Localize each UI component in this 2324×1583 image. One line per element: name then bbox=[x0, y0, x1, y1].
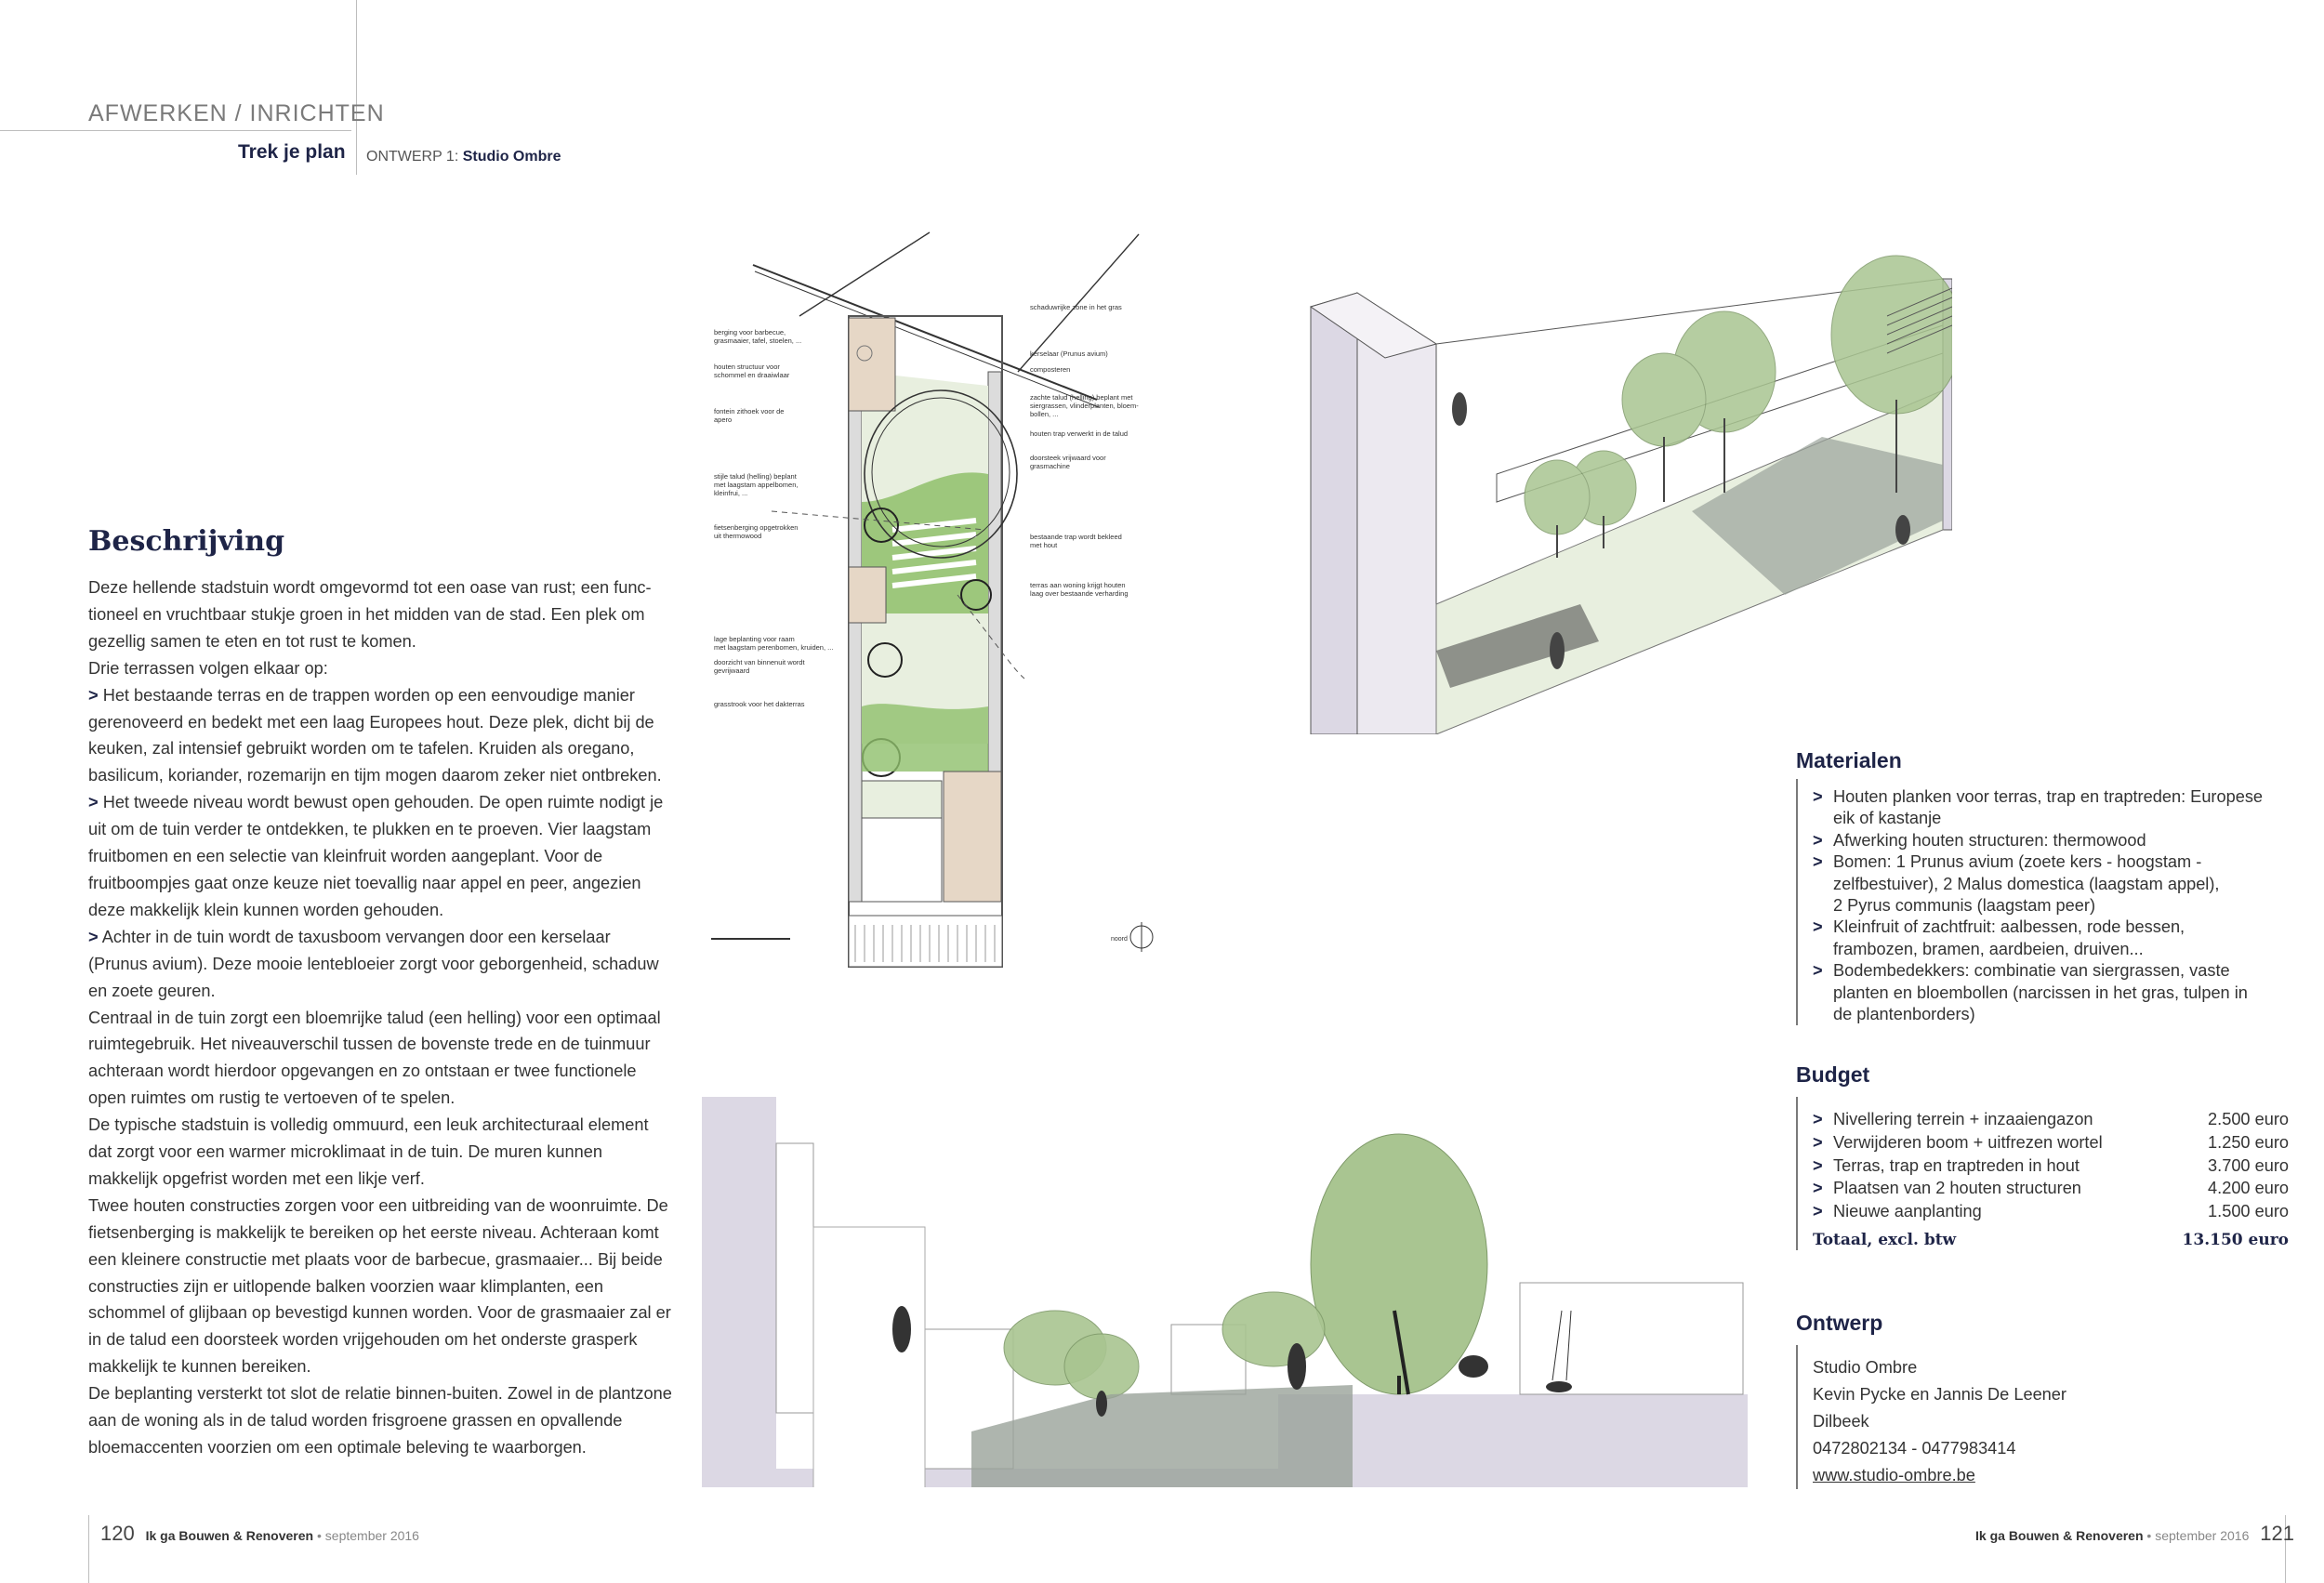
budget-row bbox=[1813, 1108, 2289, 1131]
article-subtitle: Trek je plan bbox=[238, 141, 346, 163]
budget-item-label: Plaatsen van 2 houten structuren bbox=[1833, 1179, 2081, 1198]
issue-date-right: september 2016 bbox=[2155, 1528, 2250, 1543]
header-divider bbox=[0, 130, 351, 131]
materials-item bbox=[1813, 917, 2296, 960]
materials-item-line: Kleinfruit of zachtfruit: aalbessen, rode bessen, bbox=[1833, 917, 2185, 937]
plan-label-right: zachte talud (helling) beplant met bbox=[1030, 393, 1133, 402]
header-divider-vertical bbox=[356, 0, 357, 175]
materials-item-line: Bomen: 1 Prunus avium (zoete kers - hoogstam - bbox=[1833, 852, 2202, 872]
axonometric-view bbox=[1301, 251, 1952, 734]
page-number-left: 120 bbox=[100, 1522, 135, 1545]
studio-name: Studio Ombre bbox=[1813, 1358, 1918, 1377]
publication-name-left: Ik ga Bouwen & Renoveren bbox=[145, 1528, 314, 1543]
project-name: Studio Ombre bbox=[462, 149, 561, 165]
description-text: De beplanting versterkt tot slot de relatie binnen-buiten. Zowel in de plantzone aan de woning als in de talud worden frisgroene grassen en opvallende bloemaccenten voorzien om een optimale beleving te waarborgen. bbox=[88, 1384, 672, 1457]
description-body bbox=[88, 574, 674, 1461]
budget-total-label: Totaal, excl. btw bbox=[1813, 1230, 1957, 1249]
description-paragraph bbox=[88, 924, 674, 1005]
plan-label-left: kleinfrui, ... bbox=[714, 489, 748, 497]
plan-label-left: met laagstam perenbomen, kruiden, ... bbox=[714, 643, 834, 652]
budget-title: Budget bbox=[1796, 1062, 1870, 1087]
bullet-arrow-icon: > bbox=[1813, 852, 1823, 872]
plan-label-right: terras aan woning krijgt houten bbox=[1030, 581, 1126, 589]
bullet-arrow-icon: > bbox=[1813, 1110, 1823, 1128]
description-paragraph bbox=[88, 682, 674, 790]
city: Dilbeek bbox=[1813, 1412, 1869, 1431]
plan-label-left: fontein zithoek voor de bbox=[714, 407, 785, 416]
plan-label-right: kerselaar (Prunus avium) bbox=[1030, 350, 1108, 358]
plan-label-right: schaduwrijke zone in het gras bbox=[1030, 303, 1122, 311]
materials-list bbox=[1813, 786, 2296, 1025]
plan-label-left: met laagstam appelbomen, bbox=[714, 481, 799, 489]
budget-rule bbox=[1796, 1097, 1798, 1250]
plan-label-right: grasmachine bbox=[1030, 462, 1070, 470]
plan-label-left: fietsenberging opgetrokken bbox=[714, 523, 799, 532]
plan-label-right: bestaande trap wordt bekleed bbox=[1030, 533, 1122, 541]
materials-item-line: de plantenborders) bbox=[1833, 1005, 1975, 1024]
description-text: Het tweede niveau wordt bewust open gehouden. De open ruimte nodigt je uit om de tuin verder te ontdekken, te plukken en te proeven. Vier laagstam fruitbomen en een selectie van kleinfruit worden aangeplant. Voor de fruitboompjes gaat onze keuze niet toevallig naar appel en peer, angezien deze makkelijk klein kunnen worden gehouden. bbox=[88, 793, 664, 919]
design-credit bbox=[1813, 1354, 2067, 1489]
plan-label-left: grasstrook voor het dakterras bbox=[714, 700, 805, 708]
materials-item-line: frambozen, bramen, aardbeien, druiven... bbox=[1833, 939, 2144, 958]
description-paragraph bbox=[88, 1005, 674, 1113]
materials-item bbox=[1813, 960, 2296, 1025]
bullet-arrow-icon: > bbox=[88, 685, 99, 705]
budget-item-label: Nieuwe aanplanting bbox=[1833, 1202, 1982, 1221]
section-title: AFWERKEN / INRICHTEN bbox=[88, 100, 385, 126]
footer-separator-right: • bbox=[2146, 1528, 2152, 1543]
description-paragraph bbox=[88, 1380, 674, 1461]
plan-label-left: gevrijwaard bbox=[714, 666, 750, 675]
materials-item-line: Houten planken voor terras, trap en traptreden: Europese bbox=[1833, 787, 2264, 806]
issue-date-left: september 2016 bbox=[324, 1528, 419, 1543]
budget-row bbox=[1813, 1177, 2289, 1200]
plan-label-left: lage beplanting voor raam bbox=[714, 635, 795, 643]
budget-item-amount: 3.700 euro bbox=[2208, 1155, 2289, 1175]
description-paragraph bbox=[88, 655, 674, 682]
description-text: Drie terrassen volgen elkaar op: bbox=[88, 658, 328, 678]
plan-label-left: uit thermowood bbox=[714, 532, 762, 540]
budget-item-amount: 1.250 euro bbox=[2208, 1132, 2289, 1152]
budget-item-amount: 2.500 euro bbox=[2208, 1110, 2289, 1128]
plan-label-right: laag over bestaande verharding bbox=[1030, 589, 1129, 598]
plan-label-right: siergrassen, vlinderplanten, bloem- bbox=[1030, 402, 1139, 410]
materials-item-line: 2 Pyrus communis (laagstam peer) bbox=[1833, 896, 2096, 916]
bullet-arrow-icon: > bbox=[1813, 1132, 1823, 1152]
materials-item bbox=[1813, 851, 2296, 917]
svg-text:noord: noord bbox=[1111, 936, 1128, 943]
plan-label-right: bollen, ... bbox=[1030, 410, 1059, 418]
materials-item-line: Afwerking houten structuren: thermowood bbox=[1833, 830, 2146, 850]
footer-left bbox=[100, 1522, 419, 1546]
materials-item-line: planten en bloembollen (narcissen in het gras, tulpen in bbox=[1833, 983, 2248, 1002]
description-title: Beschrijving bbox=[88, 525, 285, 558]
budget-item-label: Terras, trap en traptreden in hout bbox=[1833, 1155, 2080, 1175]
budget-item-amount: 1.500 euro bbox=[2208, 1202, 2289, 1221]
section-view bbox=[702, 1097, 1748, 1487]
description-text: Twee houten constructies zorgen voor een uitbreiding van de woonruimte. De fietsenberging is makkelijk te bereiken op het eerste niveau. Achteraan komt een kleinere constructie met plaats voor de barbecue, grasmaaier... Bij beide constructies zijn er uitlopende balken voorzien waar klimplanten, een schommel of glijbaan op bevestigd kunnen worden. Voor de grasmaaier zal er in de talud een doorsteek worden vrijgehouden om het onderste grasperk makkelijk te kunnen bereiken. bbox=[88, 1195, 671, 1377]
bullet-arrow-icon: > bbox=[88, 927, 99, 946]
budget-table bbox=[1813, 1108, 2289, 1249]
description-text: Deze hellende stadstuin wordt omgevormd tot een oase van rust; een func-tioneel en vruchtbaar stukje groen in het midden van de stad. Een plek om gezellig samen te eten en tot rust te komen. bbox=[88, 578, 652, 651]
plan-label-left: stijle talud (helling) beplant bbox=[714, 472, 797, 481]
budget-item-amount: 4.200 euro bbox=[2208, 1179, 2289, 1198]
publication-name-right: Ik ga Bouwen & Renoveren bbox=[1975, 1528, 2144, 1543]
bullet-arrow-icon: > bbox=[1813, 1202, 1823, 1221]
materials-rule bbox=[1796, 779, 1798, 1025]
site-plan-drawing bbox=[679, 223, 1274, 995]
design-credit-title: Ontwerp bbox=[1796, 1311, 1883, 1335]
bullet-arrow-icon: > bbox=[1813, 1155, 1823, 1175]
description-paragraph bbox=[88, 1193, 674, 1380]
footer-separator-left: • bbox=[316, 1528, 322, 1543]
plan-label-left: grasmaaier, tafel, stoelen, ... bbox=[714, 336, 802, 345]
plan-label-left: houten structuur voor bbox=[714, 363, 780, 371]
materials-title: Materialen bbox=[1796, 748, 1902, 772]
plan-label-right: composteren bbox=[1030, 365, 1071, 374]
description-text: Achter in de tuin wordt de taxusboom vervangen door een kerselaar (Prunus avium). Deze mooie lentebloeier zorgt voor geborgenheid, schaduw en zoete geuren. bbox=[88, 927, 659, 1000]
budget-row bbox=[1813, 1200, 2289, 1223]
plan-label-left: schommel en draaiwlaar bbox=[714, 371, 790, 379]
website-link[interactable]: www.studio-ombre.be bbox=[1813, 1466, 1975, 1484]
plan-label-right: houten trap verwerkt in de talud bbox=[1030, 429, 1129, 438]
budget-rows bbox=[1813, 1108, 2289, 1223]
footer-divider-left bbox=[88, 1515, 89, 1583]
description-text: De typische stadstuin is volledig ommuurd, een leuk architecturaal element dat zorgt voor een warmer microklimaat in de tuin. De muren kunnen makkelijk opgefrist worden met een likje verf. bbox=[88, 1115, 649, 1188]
plan-label-right: met hout bbox=[1030, 541, 1058, 549]
phone-numbers: 0472802134 - 0477983414 bbox=[1813, 1439, 2016, 1458]
project-prefix: ONTWERP 1: bbox=[366, 149, 463, 165]
description-text: Centraal in de tuin zorgt een bloemrijke talud (een helling) voor een optimaal ruimtegebruik. Het niveauverschil tussen de bovenste trede en de tuinmuur achteraan wordt hierdoor opgevangen en zo ontstaan er twee functionele open ruimtes om rustig te vertoeven of te spelen. bbox=[88, 1008, 661, 1108]
materials-item bbox=[1813, 786, 2296, 830]
plan-label-left: berging voor barbecue, bbox=[714, 328, 786, 336]
materials-item bbox=[1813, 830, 2296, 851]
budget-item-label: Verwijderen boom + uitfrezen wortel bbox=[1833, 1132, 2103, 1152]
bullet-arrow-icon: > bbox=[1813, 787, 1823, 806]
budget-row bbox=[1813, 1154, 2289, 1178]
description-text: Het bestaande terras en de trappen worden op een eenvoudige manier gerenoveerd en bedekt met een laag Europees hout. Deze plek, dicht bij de keuken, zal intensief gebruikt worden om te tafelen. Kruiden als oregano, basilicum, koriander, rozemarijn en tijm mogen daarom zeker niet ontbreken. bbox=[88, 685, 662, 785]
bullet-arrow-icon: > bbox=[1813, 1179, 1823, 1198]
budget-total-amount: 13.150 euro bbox=[2182, 1230, 2289, 1249]
bullet-arrow-icon: > bbox=[1813, 917, 1823, 937]
footer-right bbox=[1975, 1522, 2294, 1546]
bullet-arrow-icon: > bbox=[1813, 961, 1823, 981]
budget-item-label: Nivellering terrein + inzaaiengazon bbox=[1833, 1110, 2093, 1128]
bullet-arrow-icon: > bbox=[88, 793, 99, 812]
materials-item-line: Bodembedekkers: combinatie van siergrassen, vaste bbox=[1833, 961, 2230, 981]
plan-label-left: doorzicht van binnenuit wordt bbox=[714, 658, 805, 666]
materials-item-line: zelfbestuiver), 2 Malus domestica (laagstam appel), bbox=[1833, 874, 2220, 893]
bullet-arrow-icon: > bbox=[1813, 830, 1823, 850]
materials-item-line: eik of kastanje bbox=[1833, 809, 1942, 828]
description-paragraph bbox=[88, 789, 674, 924]
designers: Kevin Pycke en Jannis De Leener bbox=[1813, 1385, 2067, 1404]
budget-total bbox=[1813, 1231, 2289, 1249]
description-paragraph bbox=[88, 1112, 674, 1193]
budget-row bbox=[1813, 1131, 2289, 1154]
plan-label-left: apero bbox=[714, 416, 733, 424]
project-label bbox=[366, 149, 561, 165]
description-paragraph bbox=[88, 574, 674, 655]
design-credit-rule bbox=[1796, 1345, 1798, 1489]
plan-label-right: doorsteek vrijwaard voor bbox=[1030, 454, 1106, 462]
page-number-right: 121 bbox=[2260, 1522, 2294, 1545]
